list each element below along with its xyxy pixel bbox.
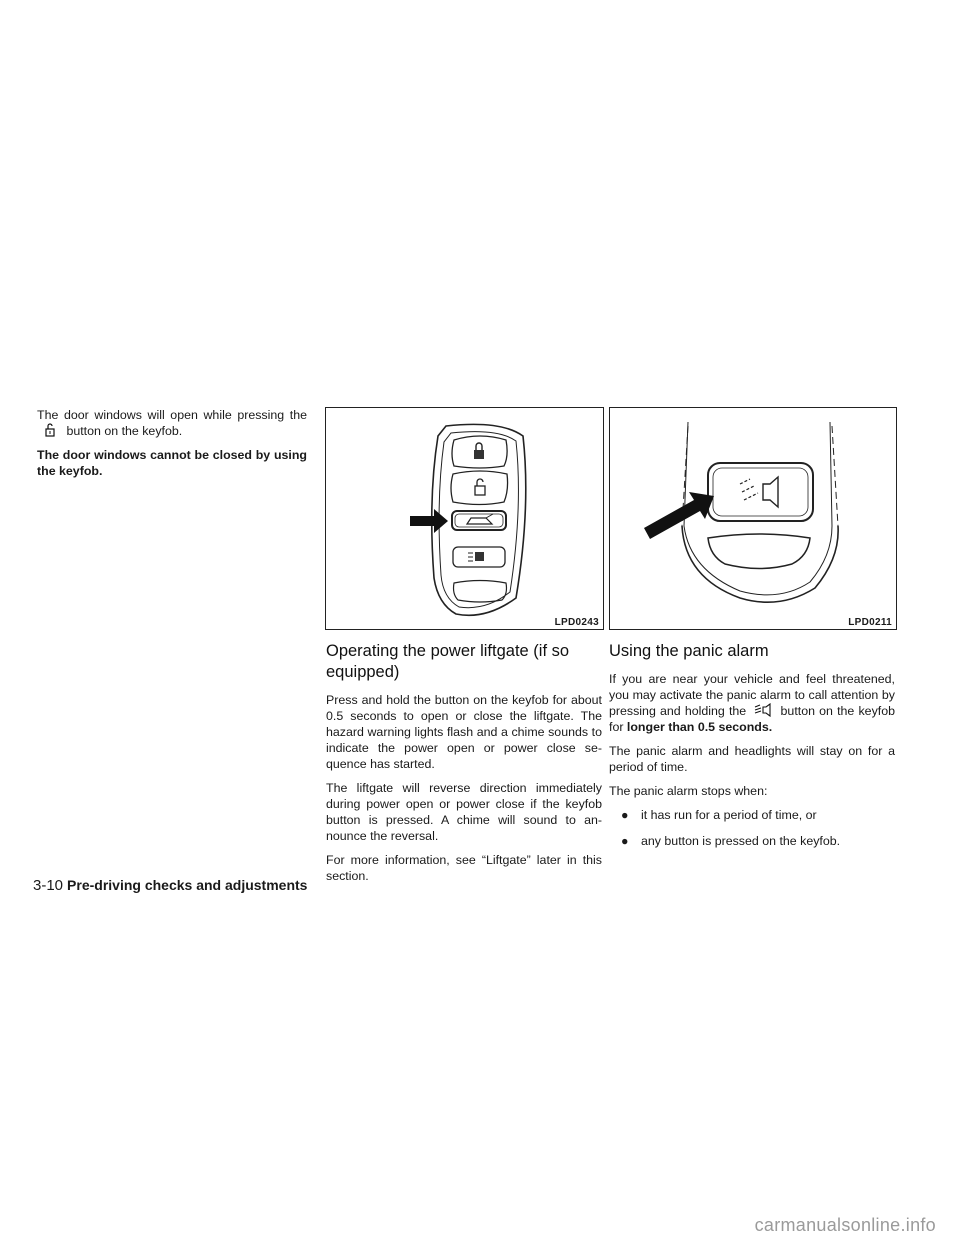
list-item: [621, 833, 895, 849]
panic-illustration: [610, 408, 896, 629]
panic-button-large: [708, 463, 813, 521]
keyfob-figure: [325, 407, 604, 630]
bullet-text: it has run for a period of time, or: [641, 808, 817, 822]
panic-button: [453, 547, 505, 567]
figure-id: LPD0243: [554, 617, 599, 628]
keyfob-illustration: [326, 408, 603, 629]
unlock-icon: [37, 423, 63, 437]
panic-p1-text-b: button on the keyfob for: [609, 704, 895, 734]
liftgate-paragraph-2: The liftgate will reverse direction immediately during power open or power close if the keyfob button is pressed. A chime will sound to an-nounce the reversal.: [326, 781, 602, 843]
unlock-button: [451, 471, 508, 505]
liftgate-button: [452, 511, 506, 530]
panic-paragraph-1: [609, 671, 895, 735]
pointer-arrow: [410, 509, 448, 533]
list-item: [621, 807, 895, 823]
figure-id-2: LPD0211: [848, 617, 892, 628]
section-title: Pre-driving checks and adjustments: [67, 877, 308, 893]
liftgate-heading: Operating the power liftgate (if so equipped): [326, 642, 570, 681]
watermark: carmanualsonline.info: [754, 1215, 936, 1235]
para1-text-b: button on the keyfob.: [66, 424, 183, 438]
bullet-mark: ●: [621, 834, 629, 848]
panic-icon: [750, 703, 776, 717]
lock-button: [452, 436, 507, 468]
panic-paragraph-3: The panic alarm stops when:: [609, 784, 768, 798]
page-footer: [33, 877, 307, 894]
panic-figure: [609, 407, 897, 630]
panic-stop-list: [621, 807, 895, 849]
bullet-text: any button is pressed on the keyfob.: [641, 834, 841, 848]
pointer-arrow-2: [644, 492, 714, 539]
liftgate-section: [326, 633, 602, 892]
left-column: [37, 407, 307, 487]
panic-paragraph-2: The panic alarm and headlights will stay on for a period of time.: [609, 744, 895, 774]
door-windows-paragraph: [37, 407, 307, 439]
page-number: 3-10: [33, 877, 64, 894]
panic-heading: Using the panic alarm: [609, 642, 769, 660]
para1-text-a: The door windows will open while pressing the: [37, 408, 307, 422]
panic-p1-text-a: If you are near your vehicle and feel threatened, you may activate the panic alarm to call attention by pressing and holding the: [609, 672, 895, 718]
liftgate-paragraph-3: For more information, see “Liftgate” later in this section.: [326, 853, 602, 883]
liftgate-paragraph-1: Press and hold the button on the keyfob for about 0.5 seconds to open or close the liftgate. The hazard warning lights flash and a chime sounds to indicate the power open or power close se-quence has started.: [326, 693, 602, 771]
panic-p1-bold: longer than 0.5 seconds.: [626, 720, 773, 734]
bullet-mark: ●: [621, 808, 629, 822]
windows-warning: The door windows cannot be closed by using the keyfob.: [37, 448, 307, 478]
panic-section: [609, 633, 895, 859]
